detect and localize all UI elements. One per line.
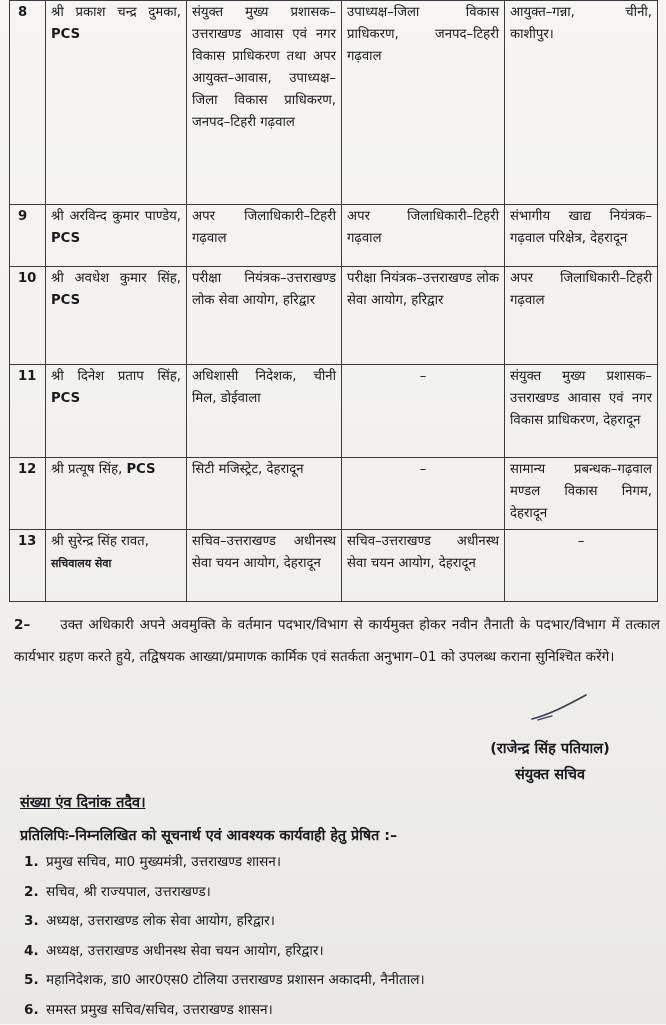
officer-name: श्री अवधेश कुमार सिंह, PCS [46,267,187,365]
signatory-designation: संयुक्त सचिव [470,762,630,788]
released-post: सचिव–उत्तराखण्ड अधीनस्थ सेवा चयन आयोग, देहरादून [342,530,505,602]
new-post: सामान्य प्रबन्धक–गढ़वाल मण्डल विकास निगम, देहरादून [505,458,658,530]
new-post: – [505,530,658,602]
row-number: 12 [10,458,46,530]
service-label: सचिवालय सेवा [51,557,111,570]
list-item: 5. महानिदेशक, डा0 आर0एस0 टोलिया उत्तराखण्ड प्रशासन अकादमी, नैनीताल। [24,966,425,996]
released-post: – [342,365,505,458]
service-label: PCS [51,293,80,308]
signatory-name: (राजेन्द्र सिंह पतियाल) [470,736,630,762]
list-item: 3. अध्यक्ष, उत्तराखण्ड लोक सेवा आयोग, हरिद्वार। [24,907,425,937]
row-number: 11 [10,365,46,458]
released-post: अपर जिलाधिकारी–टिहरी गढ़वाल [342,205,505,267]
released-post: – [342,458,505,530]
signature-stroke-icon [530,693,590,723]
current-post: संयुक्त मुख्य प्रशासक–उत्तराखण्ड आवास एवं नगर विकास प्राधिकरण तथा अपर आयुक्त–आवास, उपाध्यक्ष–जिला विकास प्राधिकरण, जनपद–टिहरी गढ़वाल [187,1,342,205]
row-number: 13 [10,530,46,602]
current-post: सिटी मजिस्ट्रेट, देहरादून [187,458,342,530]
list-item: 1. प्रमुख सचिव, मा0 मुख्यमंत्री, उत्तराखण्ड शासन। [24,848,425,878]
new-post: संभागीय खाद्य नियंत्रक–गढ़वाल परिक्षेत्र, देहरादून [505,205,658,267]
officer-name: श्री दिनेश प्रताप सिंह, PCS [46,365,187,458]
new-post: अपर जिलाधिकारी–टिहरी गढ़वाल [505,267,658,365]
new-post: आयुक्त–गन्ना, चीनी, काशीपुर। [505,1,658,205]
list-item: 2. सचिव, श्री राज्यपाल, उत्तराखण्ड। [24,878,425,908]
officer-name: श्री प्रकाश चन्द्र दुमका, PCS [46,1,187,205]
paragraph-number: 2– [14,617,30,633]
service-label: PCS [126,462,155,477]
released-post: उपाध्यक्ष–जिला विकास प्राधिकरण, जनपद–टिहरी गढ़वाल [342,1,505,205]
current-post: अपर जिलाधिकारी–टिहरी गढ़वाल [187,205,342,267]
transfer-table [9,0,658,602]
table-row [10,205,658,267]
table-row [10,530,658,602]
officer-name: श्री प्रत्यूष सिंह, PCS [46,458,187,530]
current-post: सचिव–उत्तराखण्ड अधीनस्थ सेवा चयन आयोग, देहरादून [187,530,342,602]
reference-number: संख्या एंव दिनांक तदैव। [20,792,146,812]
service-label: PCS [51,27,80,42]
instruction-paragraph [14,609,660,673]
table-row [10,1,658,205]
row-number: 9 [10,205,46,267]
table-row [10,365,658,458]
copy-heading: प्रतिलिपिः–निम्नलिखित को सूचनार्थ एवं आवश्यक कार्यवाही हेतु प्रेषित :– [20,826,397,845]
list-item: 6. समस्त प्रमुख सचिव/सचिव, उत्तराखण्ड शासन। [24,996,425,1025]
service-label: PCS [51,391,80,406]
officer-name: श्री अरविन्द कुमार पाण्डेय, PCS [46,205,187,267]
table-row [10,267,658,365]
new-post: संयुक्त मुख्य प्रशासक–उत्तराखण्ड आवास एवं नगर विकास प्राधिकरण, देहरादून [505,365,658,458]
paragraph-text: उक्त अधिकारी अपने अवमुक्ति के वर्तमान पदभार/विभाग से कार्यमुक्त होकर नवीन तैनाती के पदभार/विभाग में तत्काल कार्यभार ग्रहण करते हुये, तद्विषयक आख्या/प्रमाणक कार्मिक एवं सतर्कता अनुभाग–01 को उपलब्ध कराना सुनिश्चित करेंगे। [14,617,660,665]
current-post: अधिशासी निदेशक, चीनी मिल, डोईवाला [187,365,342,458]
officer-name: श्री सुरेन्द्र सिंह रावत, सचिवालय सेवा [46,530,187,602]
current-post: परीक्षा नियंत्रक–उत्तराखण्ड लोक सेवा आयोग, हरिद्वार [187,267,342,365]
row-number: 10 [10,267,46,365]
copy-list [24,848,425,1025]
service-label: PCS [51,231,80,246]
row-number: 8 [10,1,46,205]
table-row [10,458,658,530]
released-post: परीक्षा नियंत्रक–उत्तराखण्ड लोक सेवा आयोग, हरिद्वार [342,267,505,365]
list-item: 4. अध्यक्ष, उत्तराखण्ड अधीनस्थ सेवा चयन आयोग, हरिद्वार। [24,937,425,967]
